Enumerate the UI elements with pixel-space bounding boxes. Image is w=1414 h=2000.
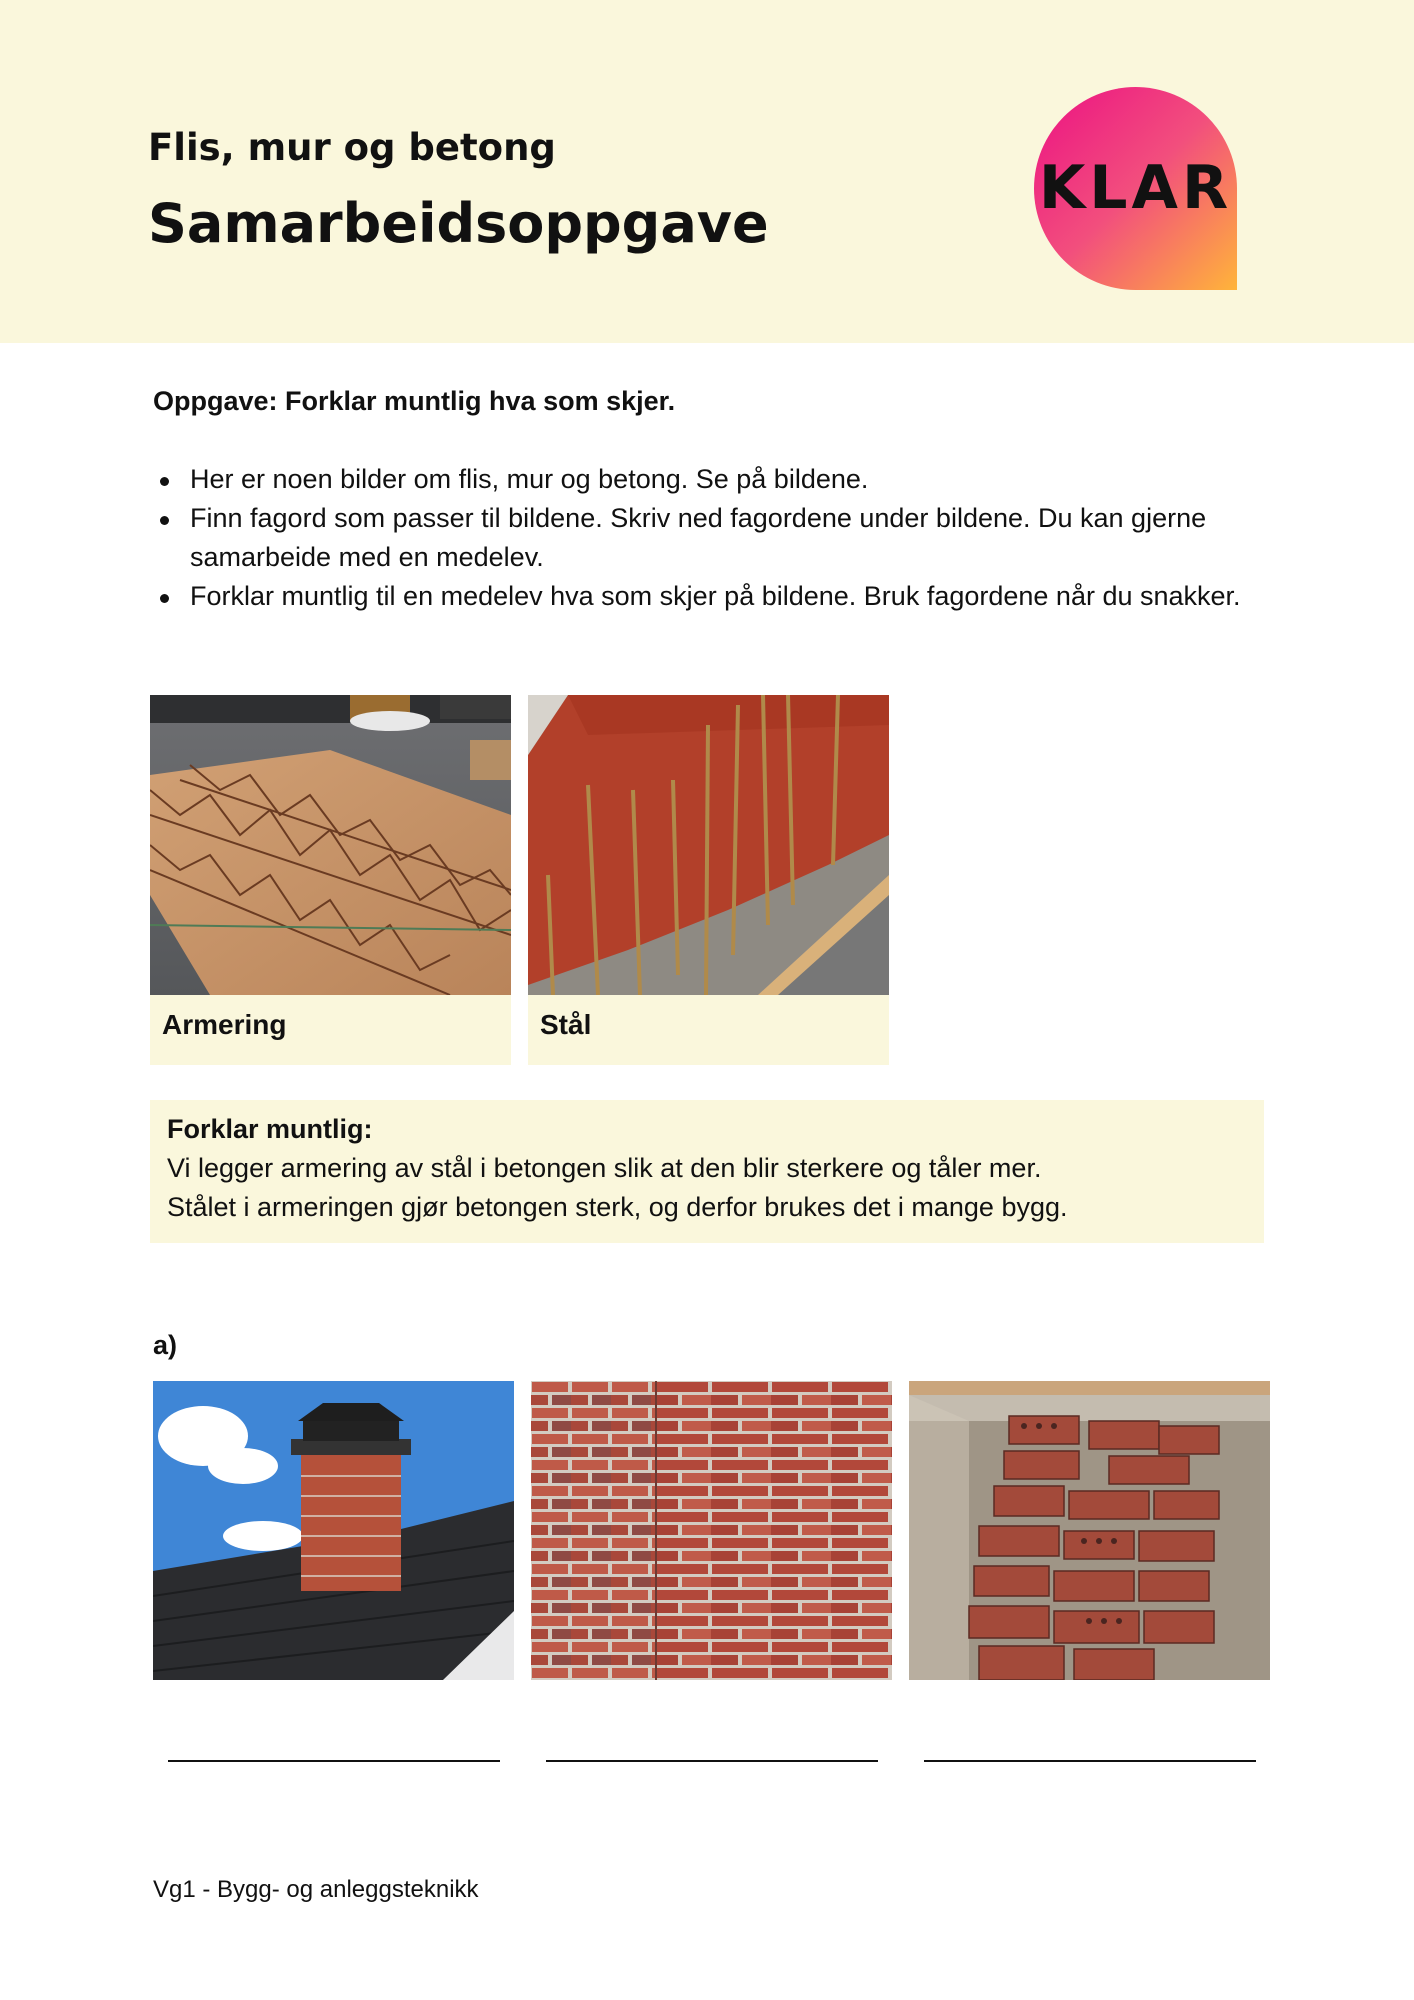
page-title: Samarbeidsoppgave xyxy=(148,192,769,255)
explanation-line: Stålet i armeringen gjør betongen sterk, og derfor brukes det i mange bygg. xyxy=(167,1192,1068,1222)
chimney-photo xyxy=(153,1381,514,1680)
subject-title: Flis, mur og betong xyxy=(148,126,556,169)
example-card-stal xyxy=(528,695,889,1065)
explanation-box xyxy=(150,1100,1264,1243)
stacked-bricks-photo xyxy=(909,1381,1270,1680)
instruction-item: Forklar muntlig til en medelev hva som skjer på bildene. Bruk fagordene når du snakker. xyxy=(153,577,1263,616)
footer-course: Vg1 - Bygg- og anleggsteknikk xyxy=(153,1876,479,1903)
page-header xyxy=(0,0,1414,343)
answer-line[interactable] xyxy=(168,1760,500,1762)
answer-line[interactable] xyxy=(924,1760,1256,1762)
exercise-label: a) xyxy=(153,1330,178,1360)
card-label: Stål xyxy=(540,1009,592,1040)
brick-wall-photo xyxy=(531,1381,892,1680)
rebar-trusses-photo xyxy=(150,695,511,1000)
instruction-item: Finn fagord som passer til bildene. Skriv ned fagordene under bildene. Du kan gjerne samarbeide med en medelev. xyxy=(153,499,1263,577)
instruction-item: Her er noen bilder om flis, mur og betong. Se på bildene. xyxy=(153,460,1263,499)
logo-text: KLAR xyxy=(1038,153,1233,223)
card-label: Armering xyxy=(162,1009,287,1040)
steel-rods-photo xyxy=(528,695,889,1000)
answer-line[interactable] xyxy=(546,1760,878,1762)
task-title: Oppgave: Forklar muntlig hva som skjer. xyxy=(153,386,676,416)
example-card-armering xyxy=(150,695,511,1065)
klar-logo xyxy=(1034,87,1237,290)
explanation-line: Vi legger armering av stål i betongen slik at den blir sterkere og tåler mer. xyxy=(167,1153,1042,1183)
instruction-list xyxy=(153,460,1263,616)
explanation-heading: Forklar muntlig: xyxy=(167,1114,373,1144)
